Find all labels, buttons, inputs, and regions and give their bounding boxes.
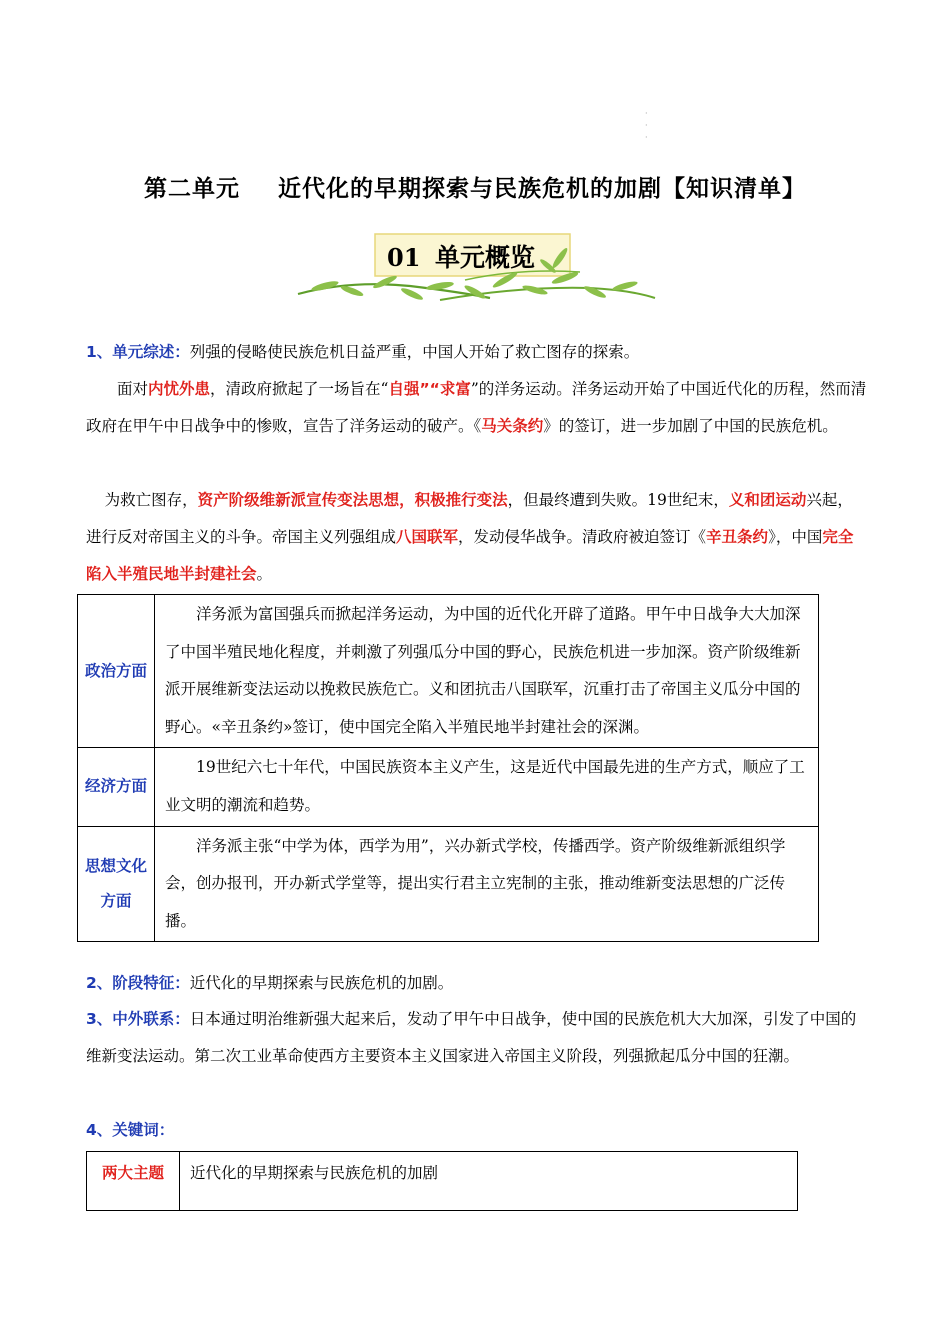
section-1-text: 列强的侵略使民族危机日益严重，中国人开始了救亡图存的探索。 (189, 343, 640, 361)
text: 兴起，进行反对帝国主义的斗争。帝国主义列强组成 (86, 491, 853, 546)
text: 》，中国 (768, 528, 823, 546)
paragraph-1 (86, 371, 868, 445)
table-row (87, 1152, 798, 1211)
text: ，清政府掀起了一场旨在“ (210, 380, 389, 398)
highlight-text: 辛丑条约 (706, 528, 769, 546)
highlight-text: 八国联军 (396, 528, 459, 546)
text: 为救亡图存， (104, 491, 198, 509)
section-3-links (86, 1001, 868, 1075)
leaf (583, 284, 607, 300)
keyword-label: 两大主题 (87, 1152, 180, 1211)
overview-table (77, 594, 819, 942)
row-content: 洋务派为富国强兵而掀起洋务运动，为中国的近代化开辟了道路。甲午中日战争大大加深了中国半殖民地化程度，并刺激了列强瓜分中国的野心，民族危机进一步加深。资产阶级维新派开展维新变法运动以挽救民族危亡。义和团抗击八国联军，沉重打击了帝国主义瓜分中国的野心。«辛丑条约»签订，使中国完全陷入半殖民地半封建社会的深渊。 (155, 595, 819, 748)
badge-text: 单元概览 (435, 243, 536, 272)
row-content: 19世纪六七十年代，中国民族资本主义产生，这是近代中国最先进的生产方式，顺应了工业文明的潮流和趋势。 (155, 748, 819, 826)
section-2-stage (86, 965, 868, 1002)
row-header: 政治方面 (78, 595, 155, 748)
decorative-dots: · · · (645, 109, 648, 142)
highlight-text: 义和团运动 (728, 491, 807, 509)
text: ，但最终遭到失败。19世纪末， (507, 491, 729, 509)
section-2-text: 近代化的早期探索与民族危机的加剧。 (189, 974, 454, 992)
title-unit: 第二单元 (144, 176, 240, 202)
section-2-label: 2、阶段特征： (86, 974, 190, 992)
section-3-text: 日本通过明治维新强大起来后，发动了甲午中日战争，使中国的民族危机大大加深，引发了中国的维新变法运动。第二次工业革命使西方主要资本主义国家进入帝国主义阶段，列强掀起瓜分中国的狂潮。 (86, 1010, 857, 1065)
table-row (78, 748, 819, 826)
row-header: 思想文化方面 (78, 826, 155, 942)
highlight-text: 完全陷入半殖民地半封建社会 (86, 528, 854, 583)
highlight-text: 自强”“求富 (388, 380, 471, 398)
leaf (400, 286, 424, 302)
text: ”的洋务运动。洋务运动开始了中国近代化的历程，然而清政府在甲午中日战争中的惨败，宣告了洋务运动的破产。《 (86, 380, 867, 435)
section-4-label: 4、关键词： (86, 1121, 175, 1139)
section-1-label: 1、单元综述： (86, 343, 190, 361)
section-4-keywords (86, 1112, 868, 1149)
text: 》的签订，进一步加剧了中国的民族危机。 (543, 417, 838, 435)
page-title (0, 170, 950, 203)
table-row (78, 595, 819, 748)
text: 。 (256, 565, 273, 583)
text: 面对 (117, 380, 149, 398)
highlight-text: 资产阶级维新派宣传变法思想，积极推行变法 (197, 491, 508, 509)
paragraph-2 (86, 482, 868, 593)
table-row (78, 826, 819, 942)
badge-number: 01 (387, 243, 421, 272)
highlight-text: 马关条约 (481, 417, 544, 435)
leaf (463, 283, 487, 300)
text: ，发动侵华战争。清政府被迫签订《 (458, 528, 707, 546)
section-1-summary (86, 334, 868, 371)
row-content: 洋务派主张“中学为体，西学为用”，兴办新式学校，传播西学。资产阶级维新派组织学会，创办报刊，开办新式学堂等，提出实行君主立宪制的主张，推动维新变法思想的广泛传播。 (155, 826, 819, 942)
keywords-table (86, 1151, 798, 1211)
title-main: 近代化的早期探索与民族危机的加剧【知识清单】 (278, 176, 806, 202)
section-3-label: 3、中外联系： (86, 1010, 190, 1028)
row-header: 经济方面 (78, 748, 155, 826)
highlight-text: 内忧外患 (148, 380, 211, 398)
leaf (340, 284, 365, 298)
badge-graphic (290, 228, 660, 308)
keyword-value: 近代化的早期探索与民族危机的加剧 (180, 1152, 798, 1211)
section-badge (290, 228, 660, 308)
